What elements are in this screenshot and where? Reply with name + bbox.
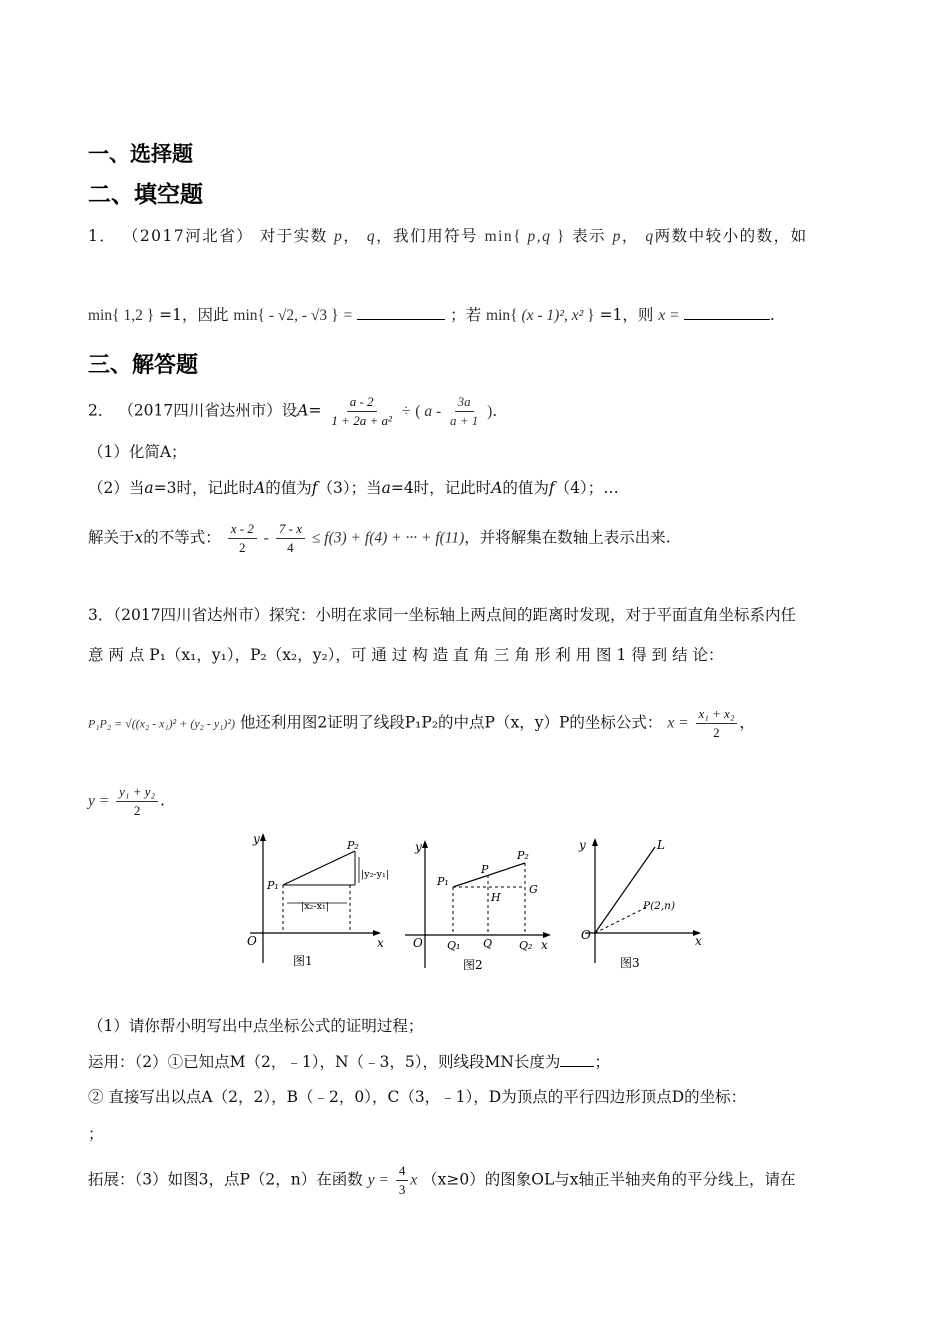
- fig2-label-g: G: [529, 883, 538, 896]
- figure-3: [578, 838, 702, 970]
- q3-figures: [225, 823, 725, 978]
- q1-min-symbol: min{ p,q }: [484, 228, 566, 245]
- q3-part1: （1）请你帮小明写出中点坐标公式的证明过程；: [88, 1017, 424, 1035]
- q1-expr2: min{ (x - 1)², x² }: [486, 307, 595, 324]
- q2-var-A: A: [297, 401, 309, 420]
- q2-line1: [88, 393, 508, 430]
- q1-var-p: p: [334, 228, 344, 245]
- q3-part2: 运用：（2）①已知点M（2，﹣1），N（﹣3，5），则线段MN长度为 ；: [88, 1053, 610, 1071]
- fig1-label-x: x: [377, 936, 384, 950]
- q3-line1: 3．（2017四川省达州市）探究：小明在求同一坐标轴上两点间的距离时发现，对于平面直角坐标系内任: [88, 606, 797, 624]
- q3-x-eq: x =: [667, 714, 689, 732]
- fig2-segment: [453, 863, 525, 887]
- q1-answer-blank-1[interactable]: [357, 305, 445, 320]
- fig3-bisector: [595, 907, 647, 933]
- q1-line1: [88, 226, 808, 247]
- q2-part3: 解关于x的不等式： $\frac{x - 2}{2}$ - $\frac{7 - x}{4}$ ≤ f(3) + f(4) + ··· + f(11)，并将解集在数轴上表示出来.: [88, 521, 671, 555]
- section-heading-choice: 一、选择题: [88, 142, 193, 166]
- q1-var-p: p: [612, 228, 622, 245]
- q1-expr: min{ - √2, - √3 }: [233, 307, 339, 324]
- q3-part2b: ② 直接写出以点A（2，2），B（﹣2，0），C（3，﹣1），D为顶点的平行四边形顶点D的坐标：: [88, 1088, 747, 1106]
- q1-var-q: q: [366, 228, 377, 245]
- q2-divide: ÷: [401, 402, 411, 420]
- q1-text: ，我们用符号: [376, 227, 479, 245]
- fig1-label-dy: |y₂-y₁|: [361, 869, 389, 880]
- q1-end: .: [769, 306, 775, 324]
- fig2-label-p: P: [481, 863, 489, 876]
- fig2-label-y: y: [415, 840, 422, 854]
- fig2-label-q2: Q₂: [519, 939, 533, 952]
- q2-end: ．: [492, 401, 508, 420]
- q1-equals: =: [343, 307, 353, 324]
- q2-fraction-3: $\frac{x - 2}{2}$: [228, 520, 257, 557]
- fig3-label-x: x: [695, 934, 702, 948]
- q1-text: =1，则: [599, 306, 654, 324]
- q3-y-eq: y =: [88, 792, 110, 810]
- fig1-caption: 图1: [293, 954, 313, 968]
- fig2-label-o: O: [413, 936, 423, 950]
- q3-line4: y = $\frac{\text{y₁ + y₂}}{2}$ .: [88, 784, 165, 818]
- q2-fraction-1: $\frac{a - 2}{\text{1 + 2a + a²}}$: [331, 394, 392, 428]
- fig1-label-o: O: [247, 934, 257, 948]
- fig3-caption: 图3: [620, 956, 640, 970]
- q3-y-fraction: $\frac{\text{y₁ + y₂}}{2}$: [116, 783, 158, 820]
- q2-text: 设: [281, 401, 298, 420]
- q2-number: 2．: [88, 401, 114, 420]
- q2-inequality-rhs: ≤ f(3) + f(4) + ··· + f(11): [311, 529, 465, 547]
- q1-text: 对于实数: [259, 227, 328, 245]
- fig2-label-p1: P₁: [437, 875, 449, 888]
- fig3-label-y: y: [579, 838, 586, 852]
- q1-source: （2017河北省）: [122, 227, 254, 245]
- q2-source: （2017四川省达州市）: [118, 401, 282, 420]
- q3-line3: P₁P₂ = √((x₂ - x₁)² + (y₂ - y₁)²) 他还利用图2证明了线段P₁P₂的中点P（x，y）P的坐标公式： x = $\frac{\text{x₁ + x₂}}{2}$ ，: [88, 706, 755, 740]
- q1-equals: =: [670, 307, 679, 324]
- q3-part2b-end: ；: [88, 1125, 104, 1143]
- fig2-label-h: H: [491, 891, 501, 904]
- fig2-caption: 图2: [463, 958, 483, 972]
- q3-text: 他还利用图2证明了线段P₁P₂的中点P（x，y）P的坐标公式：: [239, 713, 663, 732]
- section-heading-fill: 二、填空题: [88, 182, 203, 208]
- q2-fraction-4: $\frac{7 - x}{4}$: [276, 520, 305, 557]
- q1-comma: ，: [621, 227, 639, 245]
- figure-1: [247, 832, 389, 968]
- q2-equals: =: [308, 401, 322, 420]
- figure-2: [405, 840, 551, 972]
- q2-paren-expr: ( a - $\frac{3a}{a + 1}$ ): [415, 394, 493, 429]
- q3-x-fraction: $\frac{\text{x₁ + x₂}}{2}$: [696, 705, 738, 742]
- fig3-label-o: O: [581, 928, 591, 942]
- q1-example: min{ 1,2 }: [88, 307, 155, 324]
- q1-text: ；若: [450, 306, 482, 324]
- fig3-label-l: L: [657, 838, 665, 852]
- q1-var-x: x: [658, 307, 666, 324]
- fig1-segment: [283, 851, 355, 885]
- fig2-label-p2: P₂: [517, 849, 529, 862]
- fig1-label-p1: P₁: [267, 879, 279, 892]
- fig1-label-dx: |x₂-x₁|: [301, 901, 329, 912]
- q1-var-q: q: [645, 228, 655, 245]
- q1-number: 1．: [88, 227, 117, 245]
- fig1-label-p2: P₂: [347, 839, 359, 852]
- q1-line2: [88, 305, 775, 326]
- q1-text: 表示: [572, 227, 607, 245]
- fig1-label-y: y: [253, 832, 260, 846]
- fig2-label-q1: Q₁: [447, 939, 461, 952]
- fig3-label-p: P(2,n): [643, 900, 676, 912]
- fig2-label-q: Q: [483, 937, 493, 950]
- q3-part3: 拓展：（3）如图3，点P（2，n）在函数 y = $\frac{4}{3}$ x （x≥0）的图象OL与x轴正半轴夹角的平分线上，请在: [88, 1163, 796, 1197]
- q3-line2: 意 两 点 P₁（x₁，y₁），P₂（x₂，y₂），可 通 过 构 造 直 角 三 角 形 利 用 图 1 得 到 结 论：: [88, 646, 724, 664]
- q3-slope-fraction: $\frac{4}{3}$: [396, 1162, 409, 1199]
- q3-answer-blank-mn[interactable]: [560, 1052, 594, 1067]
- q1-comma: ，: [343, 227, 361, 245]
- fig2-label-x: x: [541, 938, 548, 952]
- q3-distance-formula: P₁P₂ = √((x₂ - x₁)² + (y₂ - y₁)²): [88, 716, 235, 731]
- q2-part2: （2）当a=3时，记此时A的值为f（3）；当a=4时，记此时A的值为f（4）；…: [88, 479, 619, 497]
- section-heading-solve: 三、解答题: [88, 353, 199, 378]
- q1-answer-blank-2[interactable]: [684, 305, 770, 320]
- q2-part1: （1）化简A；: [88, 443, 187, 461]
- q1-text: 两数中较小的数，如: [654, 227, 808, 245]
- fig3-line-ol: [595, 847, 655, 933]
- q1-text: =1，因此: [159, 306, 229, 324]
